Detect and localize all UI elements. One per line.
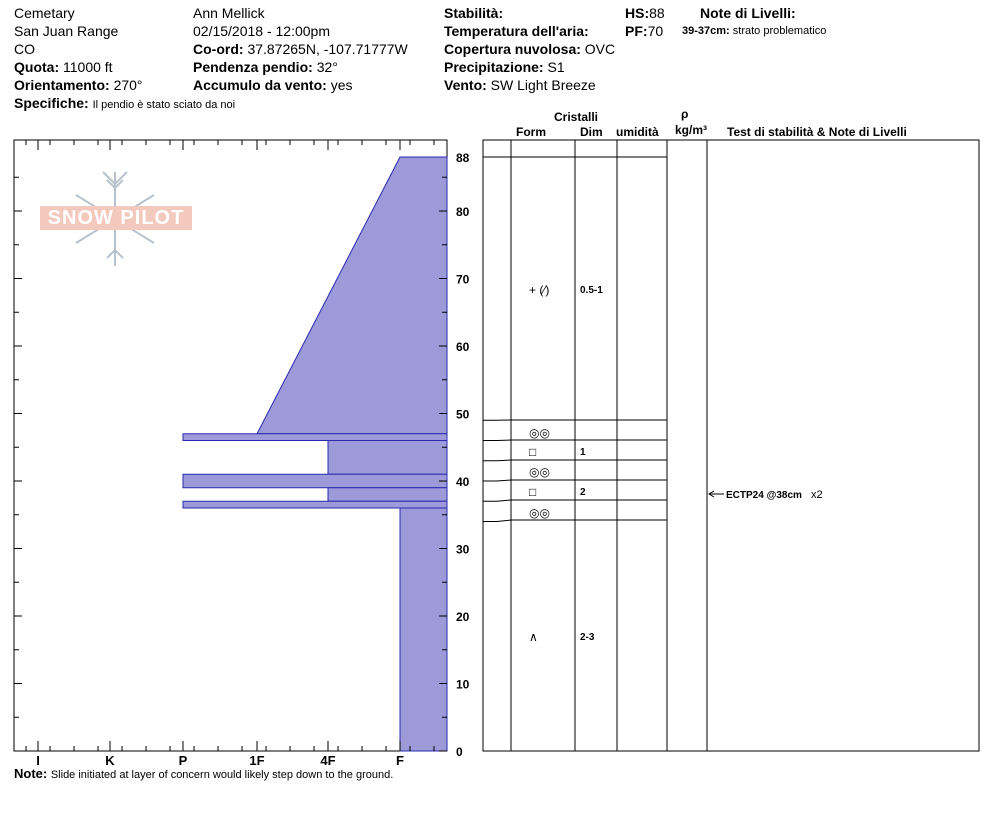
rho-header: ρ bbox=[681, 107, 689, 121]
coord-value: 37.87265N, -107.71777W bbox=[247, 41, 408, 57]
test-label-0: ECTP24 @38cm bbox=[726, 490, 802, 501]
hardness-layer-4 bbox=[328, 488, 447, 502]
datetime: 02/15/2018 - 12:00pm bbox=[193, 23, 330, 39]
umidita-header: umidità bbox=[616, 125, 659, 139]
form-header: Form bbox=[516, 125, 546, 139]
dim-header: Dim bbox=[580, 125, 603, 139]
hardness-label-F: F bbox=[396, 753, 404, 768]
depth-label-30: 30 bbox=[456, 542, 470, 557]
hardness-layer-2 bbox=[328, 441, 447, 475]
depth-label-50: 50 bbox=[456, 407, 470, 422]
hs-label: HS: bbox=[625, 5, 650, 21]
depth-label-0: 0 bbox=[456, 745, 463, 759]
layer-form-2: □ bbox=[529, 445, 537, 459]
test-count-0: x2 bbox=[811, 489, 823, 501]
hardness-label-1F: 1F bbox=[249, 753, 265, 768]
layer-form-0: + (⁄) bbox=[529, 283, 550, 297]
tests-header: Test di stabilità & Note di Livelli bbox=[727, 125, 907, 139]
depth-label-40: 40 bbox=[456, 475, 470, 489]
observer: Ann Mellick bbox=[193, 5, 265, 21]
hardness-layer-3 bbox=[183, 474, 447, 488]
layer-connector-1 bbox=[483, 440, 511, 441]
layer-connector-2 bbox=[483, 460, 511, 461]
hs-value: 88 bbox=[649, 5, 665, 21]
coord-label: Co-ord: bbox=[193, 41, 244, 57]
state: CO bbox=[14, 41, 35, 57]
hardness-layer-1 bbox=[183, 434, 447, 441]
specifiche-label: Specifiche: bbox=[14, 95, 89, 111]
layer-connector-5 bbox=[483, 520, 511, 522]
layer-form-3: ◎◎ bbox=[529, 465, 550, 479]
precipitazione-label: Precipitazione: bbox=[444, 59, 544, 75]
quota-value: 11000 ft bbox=[63, 59, 113, 75]
location: Cemetary bbox=[14, 5, 75, 21]
density-unit-header: kg/m³ bbox=[675, 123, 708, 137]
layer-dim-4: 2 bbox=[580, 487, 586, 498]
depth-label-60: 60 bbox=[456, 340, 470, 354]
depth-label-20: 20 bbox=[456, 610, 470, 624]
layer-form-5: ◎◎ bbox=[529, 506, 550, 520]
copertura-label: Copertura nuvolosa: bbox=[444, 41, 581, 57]
vento-label: Vento: bbox=[444, 77, 487, 93]
precipitazione-value: S1 bbox=[547, 59, 565, 75]
layer-form-1: ◎◎ bbox=[529, 426, 550, 440]
hardness-layer-5 bbox=[183, 501, 447, 508]
layer-dim-0: 0.5-1 bbox=[580, 285, 603, 296]
vento-value: SW Light Breeze bbox=[490, 77, 596, 93]
stabilita-label: Stabilità: bbox=[444, 5, 504, 21]
depth-label-80: 80 bbox=[456, 205, 470, 219]
layer-table-frame bbox=[483, 140, 979, 751]
specifiche-value: Il pendio è stato sciato da noi bbox=[92, 99, 236, 111]
hardness-label-I: I bbox=[36, 753, 40, 768]
note-label: Note: bbox=[14, 766, 48, 781]
depth-label-70: 70 bbox=[456, 272, 470, 287]
range: San Juan Range bbox=[14, 23, 119, 39]
note-livelli-label: Note di Livelli: bbox=[700, 5, 796, 21]
quota-label: Quota: bbox=[14, 59, 60, 75]
pf-value: 70 bbox=[647, 23, 664, 39]
accumulo-label: Accumulo da vento: bbox=[193, 77, 327, 93]
orientamento-label: Orientamento: bbox=[14, 77, 110, 93]
hardness-label-K: K bbox=[105, 753, 115, 768]
pendenza-value: 32° bbox=[316, 59, 338, 75]
cristalli-header: Cristalli bbox=[554, 110, 599, 124]
layer-dim-6: 2-3 bbox=[580, 632, 595, 643]
layer-connector-3 bbox=[483, 480, 511, 481]
pf-label: PF: bbox=[625, 23, 648, 39]
hardness-layer-6 bbox=[400, 508, 447, 751]
footer-note bbox=[14, 766, 393, 781]
depth-label-88: 88 bbox=[456, 151, 470, 165]
hardness-label-P: P bbox=[178, 753, 188, 768]
layer-dim-2: 1 bbox=[580, 447, 586, 458]
pendenza-label: Pendenza pendio: bbox=[193, 59, 313, 75]
logo: SNOW PILOT bbox=[40, 206, 192, 230]
hardness-label-4F: 4F bbox=[320, 753, 336, 768]
layer-form-4: □ bbox=[529, 485, 537, 499]
layer-form-6: ∧ bbox=[529, 630, 538, 644]
layer-connector-4 bbox=[483, 500, 511, 501]
depth-label-10: 10 bbox=[456, 677, 470, 692]
note-text: Slide initiated at layer of concern would likely step down to the ground. bbox=[50, 769, 394, 781]
note-livelli-text: strato problematico bbox=[732, 25, 827, 37]
orientamento-value: 270° bbox=[113, 77, 143, 93]
copertura-value: OVC bbox=[584, 41, 616, 57]
note-livelli-range: 39-37cm: bbox=[682, 25, 730, 37]
hardness-layer-0 bbox=[257, 157, 447, 434]
temperatura-label: Temperatura dell'aria: bbox=[444, 23, 589, 39]
accumulo-value: yes bbox=[330, 77, 353, 93]
